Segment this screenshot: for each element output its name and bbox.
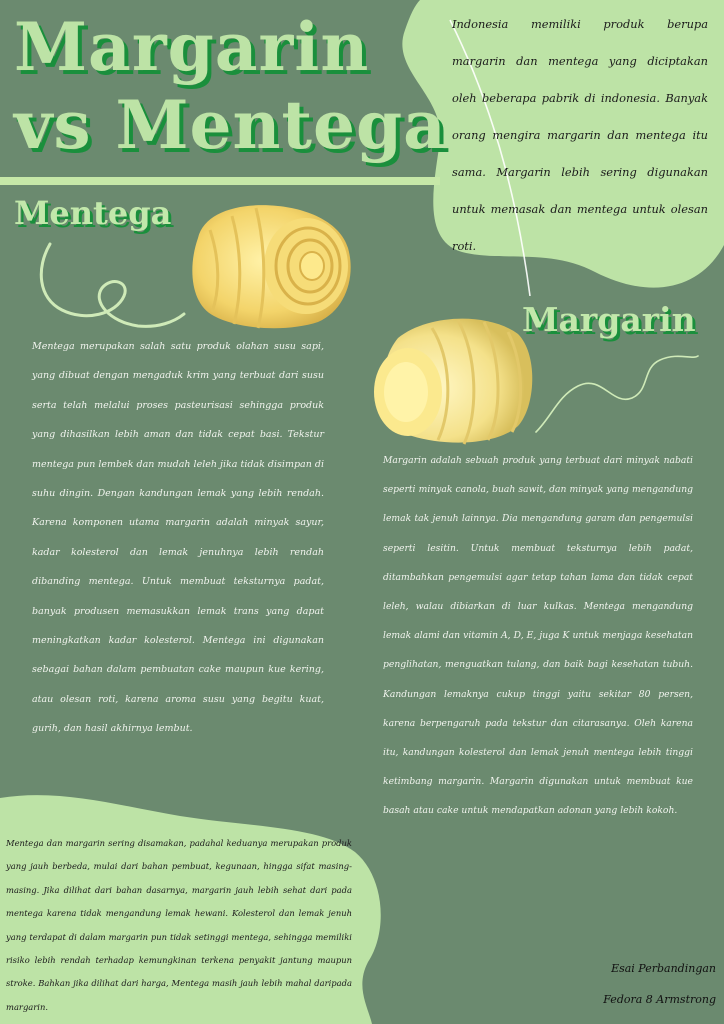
squiggle-line-decoration bbox=[28, 240, 188, 336]
mentega-paragraph: Mentega merupakan salah satu produk olahan susu sapi, yang dibuat dengan mengaduk krim yang terbuat dari susu serta telah melalui proses pasteurisasi sehingga produk yang dihasilkan lebih aman dan tidak cepat basi. Tekstur mentega pun lembek dan mudah leleh jika tidak disimpan di suhu dingin. Dengan kandungan lemak yang lebih rendah. Karena komponen utama margarin adalah minyak sayur, kadar kolesterol dan lemak jenuhnya lebih rendah dibanding mentega. Untuk membuat teksturnya padat, banyak produsen memasukkan lemak trans yang dapat meningkatkan kadar kolesterol. Mentega ini digunakan sebagai bahan dalam pembuatan cake maupun kue kering, atau olesan roti, karena aroma susu yang begitu kuat, gurih, dan hasil akhirnya lembut. bbox=[32, 341, 324, 735]
page-title bbox=[14, 8, 447, 164]
butter-curl-image bbox=[368, 310, 538, 446]
title-line-1: Margarin bbox=[14, 8, 370, 86]
butter-curl-image bbox=[180, 200, 360, 332]
squiggle-line-decoration bbox=[532, 346, 702, 436]
title-line-2: vs Mentega bbox=[14, 86, 447, 164]
intro-paragraph: Indonesia memiliki produk berupa margarin dan mentega yang diciptakan oleh beberapa pabrik di indonesia. Banyak orang mengira margarin dan mentega itu sama. Margarin lebih sering digunakan untuk memasak dan mentega untuk olesan roti. bbox=[452, 17, 708, 253]
essay-type-label: Esai Perbandingan bbox=[611, 962, 716, 975]
author-label: Fedora 8 Armstrong bbox=[603, 993, 716, 1006]
mentega-heading: Mentega bbox=[14, 194, 172, 232]
comparison-paragraph: Mentega dan margarin sering disamakan, padahal keduanya merupakan produk yang jauh berbeda, mulai dari bahan pembuat, kegunaan, hingga sifat masing-masing. Jika dilihat dari bahan dasarnya, margarin jauh lebih sehat dari pada mentega karena tidak mengandung lemak hewani. Kolesterol dan lemak jenuh yang terdapat di dalam margarin pun tidak setinggi mentega, sehingga memiliki risiko lebih rendah terhadap kemungkinan terkena penyakit jantung maupun stroke. Bahkan jika dilihat dari harga, Mentega masih jauh lebih mahal daripada margarin. bbox=[6, 838, 352, 1012]
title-divider bbox=[0, 177, 440, 185]
margarin-heading: Margarin bbox=[522, 300, 696, 339]
margarin-paragraph: Margarin adalah sebuah produk yang terbuat dari minyak nabati seperti minyak canola, buah sawit, dan minyak yang mengandung lemak tak jenuh lainnya. Dia mengandung garam dan pengemulsi seperti lesitin. Untuk membuat teksturnya lebih padat, ditambahkan pengemulsi agar tetap tahan lama dan tidak cepat leleh, walau dibiarkan di luar kulkas. Mentega mengandung lemak alami dan vitamin A, D, E, juga K untuk menjaga kesehatan penglihatan, menguatkan tulang, dan baik bagi kesehatan tubuh. Kandungan lemaknya cukup tinggi yaitu sekitar 80 persen, karena berpengaruh pada tekstur dan citarasanya. Oleh karena itu, kandungan kolesterol dan lemak jenuh mentega lebih tinggi ketimbang margarin. Margarin digunakan untuk membuat kue basah atau cake untuk mendapatkan adonan yang lebih kokoh. bbox=[383, 455, 693, 817]
